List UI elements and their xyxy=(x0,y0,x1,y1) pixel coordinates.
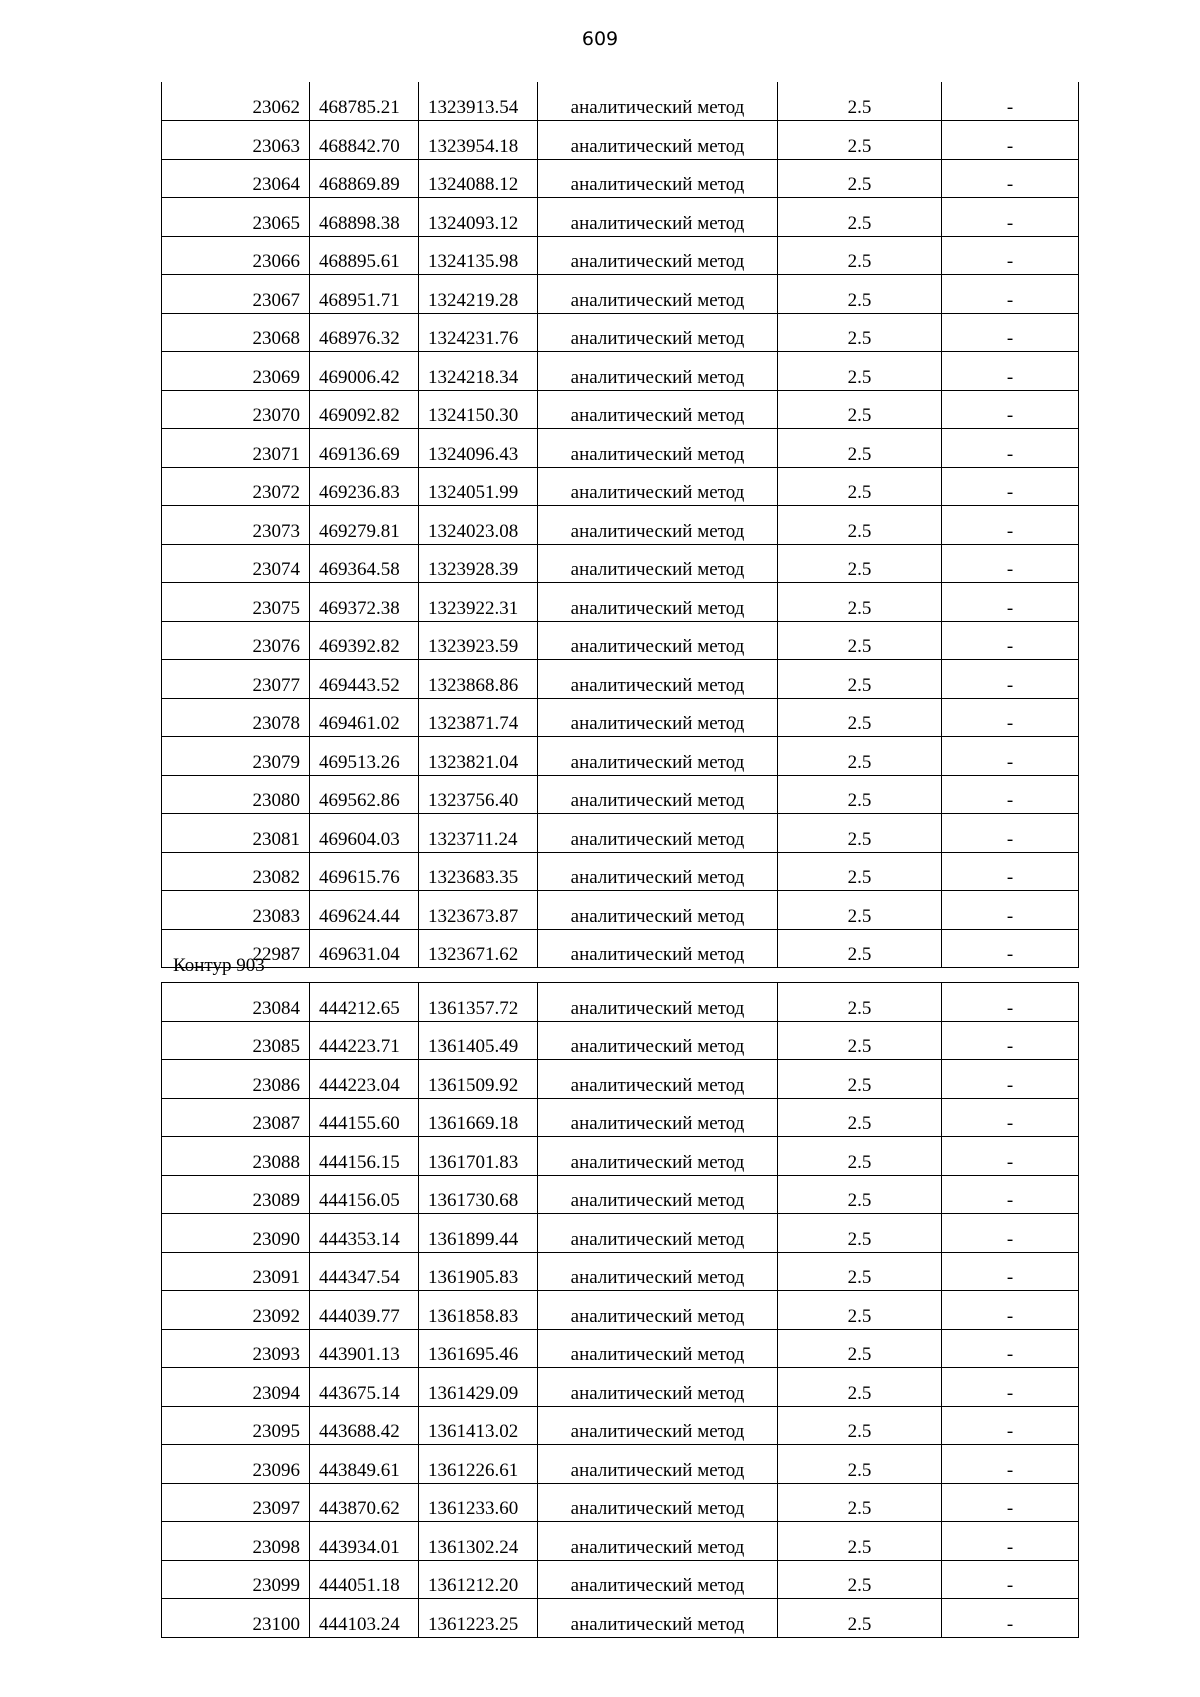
coordinates-table-contour xyxy=(161,982,1079,1638)
cell-x-coordinate: 469631.04 xyxy=(310,929,419,968)
cell-method: аналитический метод xyxy=(538,929,778,968)
cell-y-coordinate: 1361695.46 xyxy=(419,1329,538,1368)
cell-accuracy: 2.5 xyxy=(778,775,942,814)
cell-description: - xyxy=(942,1406,1079,1445)
cell-description: - xyxy=(942,1252,1079,1291)
cell-y-coordinate: 1361905.83 xyxy=(419,1252,538,1291)
cell-point-number: 23071 xyxy=(162,429,310,468)
cell-x-coordinate: 469624.44 xyxy=(310,891,419,930)
cell-point-number: 23080 xyxy=(162,775,310,814)
cell-accuracy: 2.5 xyxy=(778,814,942,853)
cell-method: аналитический метод xyxy=(538,429,778,468)
cell-description: - xyxy=(942,1599,1079,1638)
cell-point-number: 23069 xyxy=(162,352,310,391)
cell-description: - xyxy=(942,1175,1079,1214)
cell-method: аналитический метод xyxy=(538,506,778,545)
cell-y-coordinate: 1323923.59 xyxy=(419,621,538,660)
cell-point-number: 23070 xyxy=(162,390,310,429)
cell-method: аналитический метод xyxy=(538,1522,778,1561)
cell-method: аналитический метод xyxy=(538,1599,778,1638)
table-row xyxy=(162,983,1079,1022)
cell-description: - xyxy=(942,737,1079,776)
table-row xyxy=(162,891,1079,930)
cell-x-coordinate: 443901.13 xyxy=(310,1329,419,1368)
table-row xyxy=(162,1214,1079,1253)
table-row xyxy=(162,544,1079,583)
cell-y-coordinate: 1324096.43 xyxy=(419,429,538,468)
cell-description: - xyxy=(942,814,1079,853)
cell-description: - xyxy=(942,390,1079,429)
cell-point-number: 23082 xyxy=(162,852,310,891)
cell-point-number: 23088 xyxy=(162,1137,310,1176)
cell-accuracy: 2.5 xyxy=(778,891,942,930)
table-row xyxy=(162,1098,1079,1137)
table-row xyxy=(162,1522,1079,1561)
cell-y-coordinate: 1323922.31 xyxy=(419,583,538,622)
cell-description: - xyxy=(942,313,1079,352)
cell-y-coordinate: 1323868.86 xyxy=(419,660,538,699)
table-row xyxy=(162,1406,1079,1445)
cell-accuracy: 2.5 xyxy=(778,275,942,314)
cell-point-number: 23062 xyxy=(162,82,310,121)
cell-point-number: 23073 xyxy=(162,506,310,545)
table-row xyxy=(162,236,1079,275)
cell-method: аналитический метод xyxy=(538,1252,778,1291)
table-row xyxy=(162,852,1079,891)
cell-accuracy: 2.5 xyxy=(778,1175,942,1214)
cell-x-coordinate: 468898.38 xyxy=(310,198,419,237)
cell-description: - xyxy=(942,198,1079,237)
cell-description: - xyxy=(942,352,1079,391)
cell-method: аналитический метод xyxy=(538,1406,778,1445)
cell-x-coordinate: 468785.21 xyxy=(310,82,419,121)
table-row xyxy=(162,1368,1079,1407)
cell-y-coordinate: 1324088.12 xyxy=(419,159,538,198)
table-row xyxy=(162,1560,1079,1599)
cell-accuracy: 2.5 xyxy=(778,929,942,968)
cell-y-coordinate: 1361669.18 xyxy=(419,1098,538,1137)
cell-x-coordinate: 469364.58 xyxy=(310,544,419,583)
cell-point-number: 23063 xyxy=(162,121,310,160)
cell-accuracy: 2.5 xyxy=(778,198,942,237)
cell-point-number: 23077 xyxy=(162,660,310,699)
cell-accuracy: 2.5 xyxy=(778,1522,942,1561)
cell-accuracy: 2.5 xyxy=(778,660,942,699)
cell-accuracy: 2.5 xyxy=(778,698,942,737)
cell-point-number: 23098 xyxy=(162,1522,310,1561)
cell-point-number: 23099 xyxy=(162,1560,310,1599)
cell-y-coordinate: 1323711.24 xyxy=(419,814,538,853)
cell-point-number: 23075 xyxy=(162,583,310,622)
cell-description: - xyxy=(942,775,1079,814)
cell-point-number: 23089 xyxy=(162,1175,310,1214)
cell-accuracy: 2.5 xyxy=(778,983,942,1022)
cell-method: аналитический метод xyxy=(538,621,778,660)
cell-method: аналитический метод xyxy=(538,583,778,622)
cell-y-coordinate: 1361233.60 xyxy=(419,1483,538,1522)
cell-method: аналитический метод xyxy=(538,1098,778,1137)
cell-x-coordinate: 444051.18 xyxy=(310,1560,419,1599)
cell-point-number: 23086 xyxy=(162,1060,310,1099)
cell-x-coordinate: 469392.82 xyxy=(310,621,419,660)
cell-method: аналитический метод xyxy=(538,1445,778,1484)
cell-point-number: 23097 xyxy=(162,1483,310,1522)
cell-y-coordinate: 1324231.76 xyxy=(419,313,538,352)
cell-y-coordinate: 1324219.28 xyxy=(419,275,538,314)
cell-x-coordinate: 443849.61 xyxy=(310,1445,419,1484)
cell-x-coordinate: 444039.77 xyxy=(310,1291,419,1330)
table-row xyxy=(162,1021,1079,1060)
cell-point-number: 23093 xyxy=(162,1329,310,1368)
cell-point-number: 23078 xyxy=(162,698,310,737)
cell-x-coordinate: 468895.61 xyxy=(310,236,419,275)
cell-point-number: 23072 xyxy=(162,467,310,506)
table-row xyxy=(162,313,1079,352)
cell-method: аналитический метод xyxy=(538,390,778,429)
cell-accuracy: 2.5 xyxy=(778,1599,942,1638)
cell-accuracy: 2.5 xyxy=(778,737,942,776)
cell-x-coordinate: 443870.62 xyxy=(310,1483,419,1522)
cell-point-number: 23087 xyxy=(162,1098,310,1137)
cell-method: аналитический метод xyxy=(538,313,778,352)
cell-description: - xyxy=(942,506,1079,545)
cell-point-number: 23095 xyxy=(162,1406,310,1445)
cell-y-coordinate: 1361429.09 xyxy=(419,1368,538,1407)
table-row xyxy=(162,159,1079,198)
cell-point-number: 23085 xyxy=(162,1021,310,1060)
cell-point-number: 23079 xyxy=(162,737,310,776)
table-row xyxy=(162,1483,1079,1522)
cell-y-coordinate: 1361405.49 xyxy=(419,1021,538,1060)
cell-method: аналитический метод xyxy=(538,275,778,314)
cell-accuracy: 2.5 xyxy=(778,1060,942,1099)
cell-accuracy: 2.5 xyxy=(778,313,942,352)
cell-y-coordinate: 1324135.98 xyxy=(419,236,538,275)
cell-x-coordinate: 469006.42 xyxy=(310,352,419,391)
cell-y-coordinate: 1361413.02 xyxy=(419,1406,538,1445)
page-number: 609 xyxy=(581,28,619,50)
table-row xyxy=(162,737,1079,776)
cell-y-coordinate: 1324218.34 xyxy=(419,352,538,391)
cell-y-coordinate: 1361212.20 xyxy=(419,1560,538,1599)
cell-x-coordinate: 444353.14 xyxy=(310,1214,419,1253)
cell-description: - xyxy=(942,621,1079,660)
table-row xyxy=(162,352,1079,391)
cell-y-coordinate: 1323871.74 xyxy=(419,698,538,737)
cell-x-coordinate: 443675.14 xyxy=(310,1368,419,1407)
cell-x-coordinate: 469443.52 xyxy=(310,660,419,699)
cell-accuracy: 2.5 xyxy=(778,429,942,468)
cell-y-coordinate: 1323683.35 xyxy=(419,852,538,891)
cell-y-coordinate: 1323756.40 xyxy=(419,775,538,814)
cell-point-number: 22987 xyxy=(162,929,310,968)
cell-point-number: 23083 xyxy=(162,891,310,930)
cell-accuracy: 2.5 xyxy=(778,236,942,275)
cell-description: - xyxy=(942,983,1079,1022)
cell-x-coordinate: 469615.76 xyxy=(310,852,419,891)
table-row xyxy=(162,660,1079,699)
cell-x-coordinate: 444347.54 xyxy=(310,1252,419,1291)
cell-accuracy: 2.5 xyxy=(778,852,942,891)
cell-accuracy: 2.5 xyxy=(778,1445,942,1484)
cell-description: - xyxy=(942,698,1079,737)
table-row xyxy=(162,1060,1079,1099)
table-row xyxy=(162,506,1079,545)
cell-point-number: 23067 xyxy=(162,275,310,314)
cell-description: - xyxy=(942,1368,1079,1407)
table-row xyxy=(162,621,1079,660)
cell-x-coordinate: 444155.60 xyxy=(310,1098,419,1137)
cell-x-coordinate: 469513.26 xyxy=(310,737,419,776)
cell-method: аналитический метод xyxy=(538,1291,778,1330)
cell-accuracy: 2.5 xyxy=(778,1560,942,1599)
cell-point-number: 23066 xyxy=(162,236,310,275)
table-body xyxy=(162,82,1079,968)
cell-method: аналитический метод xyxy=(538,121,778,160)
cell-method: аналитический метод xyxy=(538,159,778,198)
cell-x-coordinate: 469372.38 xyxy=(310,583,419,622)
cell-x-coordinate: 444156.15 xyxy=(310,1137,419,1176)
cell-x-coordinate: 444212.65 xyxy=(310,983,419,1022)
cell-method: аналитический метод xyxy=(538,1175,778,1214)
cell-accuracy: 2.5 xyxy=(778,121,942,160)
cell-method: аналитический метод xyxy=(538,1214,778,1253)
cell-accuracy: 2.5 xyxy=(778,1368,942,1407)
cell-point-number: 23064 xyxy=(162,159,310,198)
cell-description: - xyxy=(942,1560,1079,1599)
cell-point-number: 23094 xyxy=(162,1368,310,1407)
cell-description: - xyxy=(942,236,1079,275)
cell-method: аналитический метод xyxy=(538,352,778,391)
cell-x-coordinate: 444156.05 xyxy=(310,1175,419,1214)
cell-accuracy: 2.5 xyxy=(778,467,942,506)
cell-y-coordinate: 1323954.18 xyxy=(419,121,538,160)
cell-x-coordinate: 469136.69 xyxy=(310,429,419,468)
cell-x-coordinate: 444103.24 xyxy=(310,1599,419,1638)
table-row xyxy=(162,467,1079,506)
table-row xyxy=(162,390,1079,429)
table-row xyxy=(162,814,1079,853)
cell-description: - xyxy=(942,1522,1079,1561)
cell-x-coordinate: 469562.86 xyxy=(310,775,419,814)
table-row xyxy=(162,1329,1079,1368)
cell-accuracy: 2.5 xyxy=(778,390,942,429)
cell-method: аналитический метод xyxy=(538,660,778,699)
cell-accuracy: 2.5 xyxy=(778,1252,942,1291)
cell-x-coordinate: 444223.71 xyxy=(310,1021,419,1060)
cell-y-coordinate: 1324150.30 xyxy=(419,390,538,429)
cell-description: - xyxy=(942,1060,1079,1099)
cell-accuracy: 2.5 xyxy=(778,1021,942,1060)
cell-description: - xyxy=(942,1291,1079,1330)
cell-x-coordinate: 469092.82 xyxy=(310,390,419,429)
cell-accuracy: 2.5 xyxy=(778,1214,942,1253)
table-row xyxy=(162,82,1079,121)
cell-y-coordinate: 1361226.61 xyxy=(419,1445,538,1484)
cell-y-coordinate: 1361509.92 xyxy=(419,1060,538,1099)
cell-method: аналитический метод xyxy=(538,814,778,853)
cell-accuracy: 2.5 xyxy=(778,1137,942,1176)
cell-description: - xyxy=(942,1214,1079,1253)
cell-point-number: 23084 xyxy=(162,983,310,1022)
table-row xyxy=(162,1445,1079,1484)
cell-y-coordinate: 1324051.99 xyxy=(419,467,538,506)
cell-accuracy: 2.5 xyxy=(778,506,942,545)
cell-point-number: 23076 xyxy=(162,621,310,660)
cell-y-coordinate: 1361899.44 xyxy=(419,1214,538,1253)
cell-point-number: 23081 xyxy=(162,814,310,853)
cell-description: - xyxy=(942,1137,1079,1176)
cell-x-coordinate: 468976.32 xyxy=(310,313,419,352)
table-body xyxy=(162,983,1079,1638)
cell-method: аналитический метод xyxy=(538,737,778,776)
cell-method: аналитический метод xyxy=(538,1137,778,1176)
cell-x-coordinate: 469461.02 xyxy=(310,698,419,737)
cell-method: аналитический метод xyxy=(538,467,778,506)
cell-description: - xyxy=(942,467,1079,506)
cell-y-coordinate: 1324023.08 xyxy=(419,506,538,545)
cell-description: - xyxy=(942,121,1079,160)
cell-description: - xyxy=(942,891,1079,930)
table-row xyxy=(162,929,1079,968)
table-row xyxy=(162,429,1079,468)
cell-point-number: 23096 xyxy=(162,1445,310,1484)
cell-x-coordinate: 469279.81 xyxy=(310,506,419,545)
cell-method: аналитический метод xyxy=(538,1329,778,1368)
cell-y-coordinate: 1361730.68 xyxy=(419,1175,538,1214)
cell-description: - xyxy=(942,852,1079,891)
cell-y-coordinate: 1324093.12 xyxy=(419,198,538,237)
cell-description: - xyxy=(942,82,1079,121)
cell-description: - xyxy=(942,544,1079,583)
cell-x-coordinate: 443688.42 xyxy=(310,1406,419,1445)
cell-method: аналитический метод xyxy=(538,1368,778,1407)
cell-point-number: 23100 xyxy=(162,1599,310,1638)
table-row xyxy=(162,583,1079,622)
cell-description: - xyxy=(942,929,1079,968)
cell-x-coordinate: 468869.89 xyxy=(310,159,419,198)
table-row xyxy=(162,1137,1079,1176)
cell-point-number: 23090 xyxy=(162,1214,310,1253)
cell-y-coordinate: 1323928.39 xyxy=(419,544,538,583)
cell-point-number: 23074 xyxy=(162,544,310,583)
cell-y-coordinate: 1361302.24 xyxy=(419,1522,538,1561)
cell-method: аналитический метод xyxy=(538,1560,778,1599)
cell-x-coordinate: 468951.71 xyxy=(310,275,419,314)
cell-accuracy: 2.5 xyxy=(778,1406,942,1445)
cell-y-coordinate: 1361701.83 xyxy=(419,1137,538,1176)
cell-x-coordinate: 444223.04 xyxy=(310,1060,419,1099)
cell-accuracy: 2.5 xyxy=(778,1291,942,1330)
cell-point-number: 23068 xyxy=(162,313,310,352)
table-row xyxy=(162,1175,1079,1214)
cell-x-coordinate: 468842.70 xyxy=(310,121,419,160)
cell-method: аналитический метод xyxy=(538,891,778,930)
cell-point-number: 23092 xyxy=(162,1291,310,1330)
cell-accuracy: 2.5 xyxy=(778,159,942,198)
cell-method: аналитический метод xyxy=(538,236,778,275)
cell-method: аналитический метод xyxy=(538,544,778,583)
coordinates-table xyxy=(161,82,1079,968)
table-row xyxy=(162,1599,1079,1638)
cell-description: - xyxy=(942,1021,1079,1060)
cell-x-coordinate: 469604.03 xyxy=(310,814,419,853)
cell-point-number: 23091 xyxy=(162,1252,310,1291)
cell-description: - xyxy=(942,275,1079,314)
cell-accuracy: 2.5 xyxy=(778,583,942,622)
cell-y-coordinate: 1361223.25 xyxy=(419,1599,538,1638)
cell-y-coordinate: 1361357.72 xyxy=(419,983,538,1022)
cell-description: - xyxy=(942,660,1079,699)
cell-accuracy: 2.5 xyxy=(778,1483,942,1522)
cell-method: аналитический метод xyxy=(538,698,778,737)
table-row xyxy=(162,1252,1079,1291)
table-row xyxy=(162,698,1079,737)
table-row xyxy=(162,1291,1079,1330)
section-label-contour: Контур 903 xyxy=(173,955,265,976)
cell-description: - xyxy=(942,1098,1079,1137)
table-row xyxy=(162,775,1079,814)
cell-y-coordinate: 1323671.62 xyxy=(419,929,538,968)
cell-method: аналитический метод xyxy=(538,198,778,237)
cell-accuracy: 2.5 xyxy=(778,544,942,583)
table-row xyxy=(162,198,1079,237)
cell-method: аналитический метод xyxy=(538,82,778,121)
table-row xyxy=(162,121,1079,160)
cell-accuracy: 2.5 xyxy=(778,621,942,660)
cell-point-number: 23065 xyxy=(162,198,310,237)
cell-method: аналитический метод xyxy=(538,1060,778,1099)
cell-description: - xyxy=(942,1445,1079,1484)
cell-x-coordinate: 469236.83 xyxy=(310,467,419,506)
cell-description: - xyxy=(942,159,1079,198)
cell-accuracy: 2.5 xyxy=(778,1098,942,1137)
cell-accuracy: 2.5 xyxy=(778,352,942,391)
cell-description: - xyxy=(942,1483,1079,1522)
cell-description: - xyxy=(942,1329,1079,1368)
cell-description: - xyxy=(942,429,1079,468)
cell-method: аналитический метод xyxy=(538,775,778,814)
cell-y-coordinate: 1323821.04 xyxy=(419,737,538,776)
cell-y-coordinate: 1323913.54 xyxy=(419,82,538,121)
cell-description: - xyxy=(942,583,1079,622)
cell-x-coordinate: 443934.01 xyxy=(310,1522,419,1561)
table-row xyxy=(162,275,1079,314)
cell-y-coordinate: 1361858.83 xyxy=(419,1291,538,1330)
cell-method: аналитический метод xyxy=(538,1483,778,1522)
cell-accuracy: 2.5 xyxy=(778,1329,942,1368)
cell-y-coordinate: 1323673.87 xyxy=(419,891,538,930)
cell-method: аналитический метод xyxy=(538,983,778,1022)
cell-accuracy: 2.5 xyxy=(778,82,942,121)
cell-method: аналитический метод xyxy=(538,852,778,891)
cell-method: аналитический метод xyxy=(538,1021,778,1060)
